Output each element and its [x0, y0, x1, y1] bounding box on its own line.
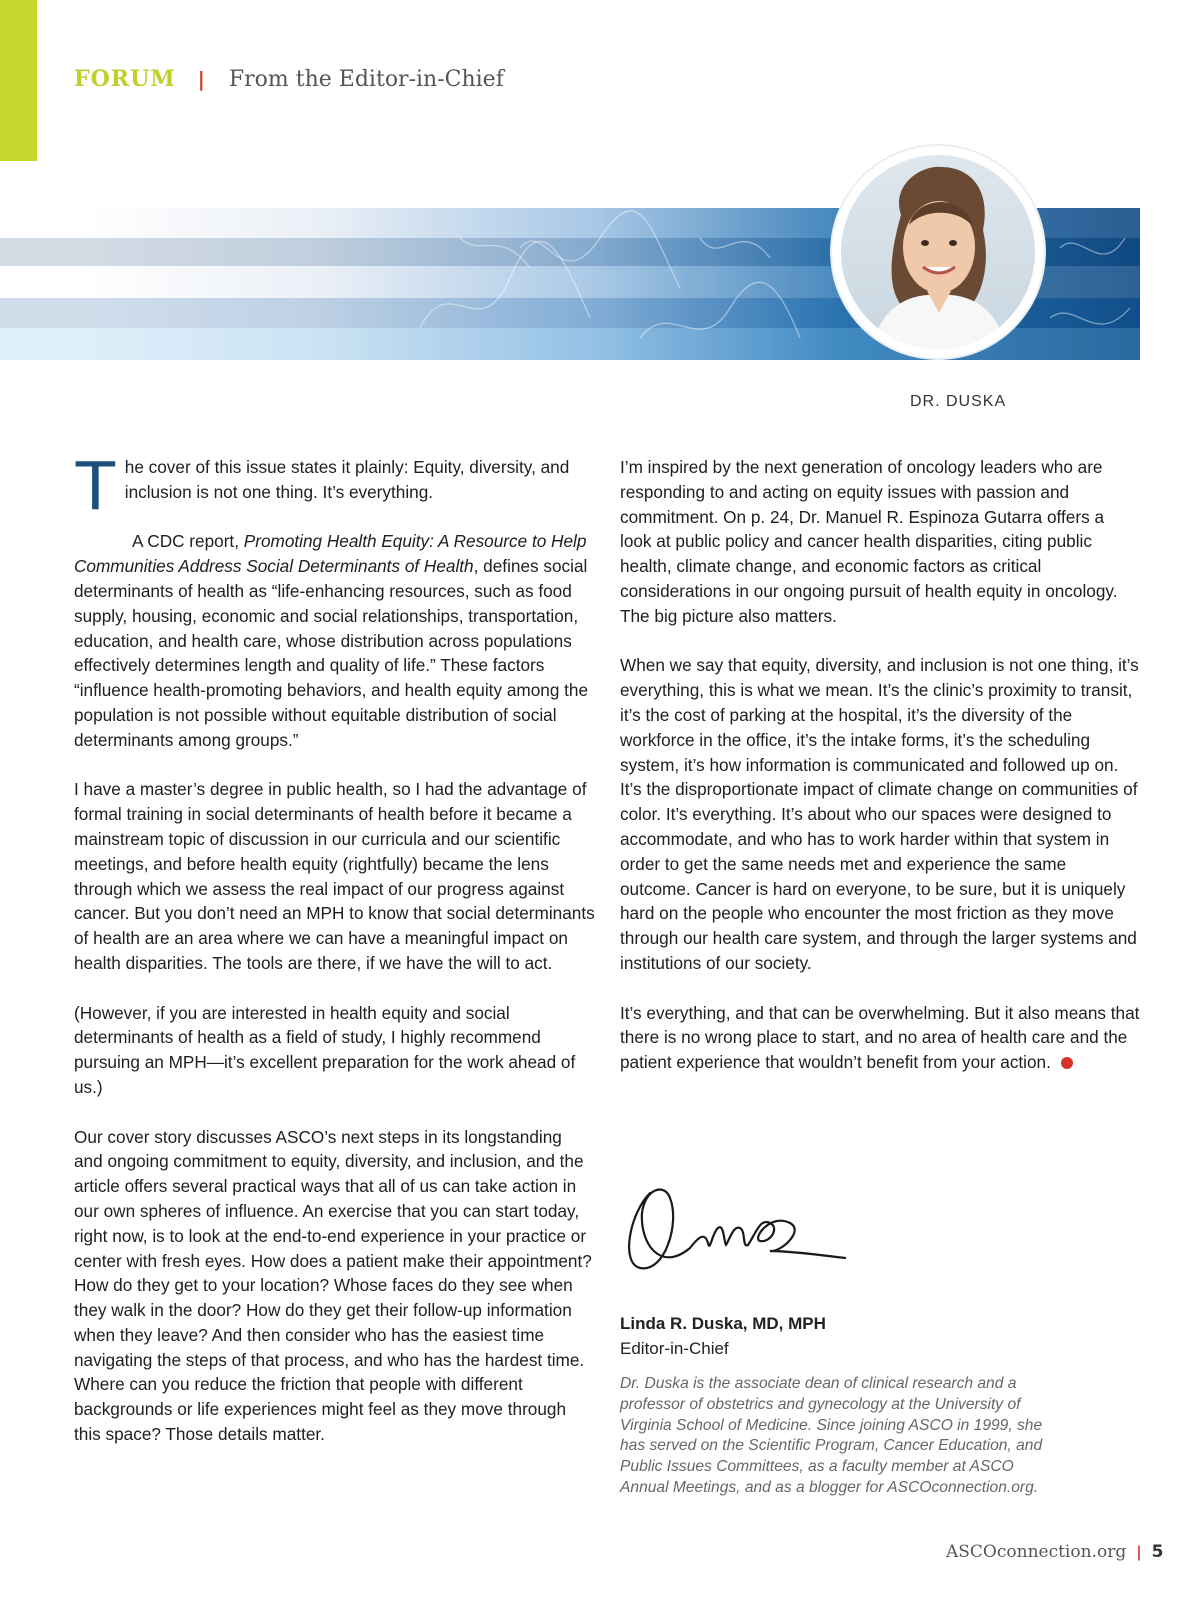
paragraph	[74, 446, 595, 524]
author-name: Linda R. Duska, MD, MPH	[620, 1314, 826, 1333]
paragraph: Our cover story discusses ASCO’s next steps in its longstanding and ongoing commitment to equity, diversity, and inclusion, and the article offers several practical ways that all of us can take action in our own spheres of influence. An exercise that you can start today, right now, is to look at the end-to-end experience in your practice or center with fresh eyes. How does a patient make their appointment? How do they get to your location? Whose faces do they see when they walk in the door? How do they get their follow-up information when they leave? And then consider who has the easiest time navigating the steps of that process, and who has the hardest time. Where can you reduce the friction that people with different backgrounds or life experiences might feel as they move through this space? Those details matter.	[74, 1126, 592, 1445]
paragraph: When we say that equity, diversity, and inclusion is not one thing, it’s everything, this is what we mean. It’s the clinic’s proximity to transit, it’s the cost of parking at the hospital, it’s the diversity of the workforce in the office, it’s the intake forms, it’s the scheduling system, it’s how information is communicated and followed up on. It’s the disproportionate impact of climate change on communities of color. It’s everything. It’s about who our spaces were designed to accommodate, and who has to work harder within that system in order to get the same needs met and experience the same outcome. Cancer is hard on everyone, to be sure, but it is uniquely hard on the people who encounter the most friction as they move through our health care system, and through the larger systems and institutions of our society.	[620, 655, 1139, 973]
end-mark	[1061, 1057, 1073, 1069]
paragraph	[620, 1001, 1140, 1075]
paragraph-text: It’s everything, and that can be overwhelming. But it also means that there is no wrong place to start, and no area of health care and the patient experience that wouldn’t benefit from your action.	[620, 1002, 1140, 1073]
paragraph	[74, 529, 595, 752]
portrait-photo	[841, 155, 1035, 349]
paragraph: I’m inspired by the next generation of oncology leaders who are responding to and acting on equity issues with passion and commitment. On p. 24, Dr. Manuel R. Espinoza Gutarra offers a look at public policy and cancer health disparities, citing public health, climate change, and economic factors as critical considerations in our ongoing pursuit of health equity in oncology. The big picture also matters.	[620, 457, 1118, 626]
drop-cap: T	[74, 446, 117, 524]
paragraph: (However, if you are interested in health equity and social determinants of health as a field of study, I highly recommend pursuing an MPH—it’s excellent preparation for the work ahead of us.)	[74, 1002, 576, 1097]
footer-site: ASCOconnection.org	[946, 1542, 1127, 1562]
header-separator: |	[197, 67, 205, 91]
paragraph: I have a master’s degree in public health, so I had the advantage of formal training in social determinants of health before it became a mainstream topic of discussion in our curricula and our scientific meetings, and before health equity (rightfully) became the lens through which we assess the real impact of our progress against cancer. But you don’t need an MPH to know that social determinants of health are an area where we can have a meaningful impact on health disparities. The tools are there, if we have the will to act.	[74, 779, 595, 973]
page-footer	[946, 1542, 1164, 1562]
accent-bar	[0, 0, 37, 161]
handwritten-signature	[620, 1173, 868, 1293]
report-title: Promoting Health Equity: A Resource to Help Communities Address Social Determinants of Health	[74, 531, 587, 577]
paragraph-lead: A CDC report,	[132, 531, 244, 552]
photo-caption: DR. DUSKA	[910, 393, 1007, 410]
footer-separator: |	[1136, 1543, 1142, 1561]
section-header	[74, 66, 504, 92]
section-subtitle: From the Editor-in-Chief	[228, 67, 504, 92]
author-bio: Dr. Duska is the associate dean of clinical research and a professor of obstetrics and gynecology at the University of Virginia School of Medicine. Since joining ASCO in 1999, she has served on the Scientific Program, Cancer Education, and Public Issues Committees, as a faculty member at ASCO Annual Meetings, and as a blogger for ASCOconnection.org.	[620, 1375, 1043, 1496]
left-column	[74, 446, 595, 1472]
portrait-frame	[832, 146, 1044, 358]
section-label: FORUM	[74, 66, 176, 92]
paragraph-text: , defines social determinants of health as “life-enhancing resources, such as food supply, housing, economic and social relationships, transportation, education, and health care, whose distribution across populations effectively determines length and quality of life.” These factors “influence health-promoting behaviors, and health equity among the population is not possible without equitable distribution of social determinants among groups.”	[74, 556, 589, 750]
author-title: Editor-in-Chief	[620, 1339, 729, 1358]
right-column	[620, 455, 1140, 1100]
paragraph-text: he cover of this issue states it plainly: Equity, diversity, and inclusion is not one thing. It’s everything.	[124, 457, 570, 502]
page-number: 5	[1151, 1542, 1164, 1562]
